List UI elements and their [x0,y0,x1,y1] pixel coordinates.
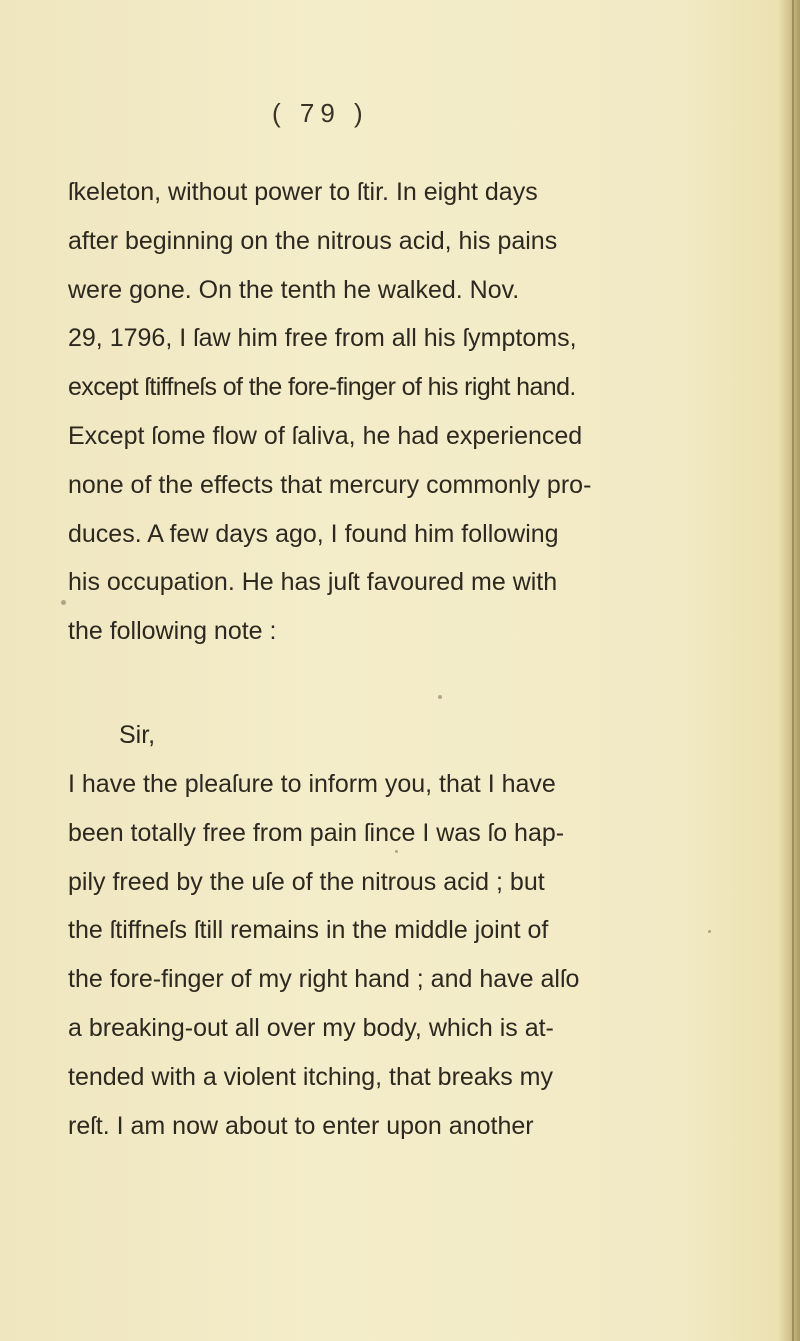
body-paragraph [68,168,758,656]
letter-line: tended with a violent itching, that breaks my [68,1062,553,1091]
paper-speck [438,695,442,699]
text-line: after beginning on the nitrous acid, his pains [68,226,558,255]
letter-line: the ſtiffneſs ſtill remains in the middle joint of [68,916,549,945]
text-line: Except ſome flow of ſaliva, he had experienced [68,421,583,450]
letter-line: I have the pleaſure to inform you, that I have [68,770,556,798]
paper-speck [61,600,66,605]
text-line: were gone. On the tenth he walked. Nov. [68,275,520,304]
letter-line: a breaking-out all over my body, which is at- [68,1013,554,1042]
letter-line: reſt. I am now about to enter upon another [68,1111,534,1140]
paper-speck [708,930,711,933]
text-line: 29, 1796, I ſaw him free from all his ſymptoms, [68,324,577,353]
page-edge-line [792,0,794,1341]
text-line: ſkeleton, without power to ſtir. In eight days [68,178,538,206]
paper-speck [395,850,398,853]
page-number: ( 79 ) [272,98,369,128]
letter-line: the fore-finger of my right hand ; and have alſo [68,965,580,994]
letter-salutation: Sir, [119,721,156,749]
text-line: the following note : [68,617,277,646]
text-line: none of the effects that mercury commonly pro- [68,470,592,499]
text-line: duces. A few days ago, I found him following [68,519,559,548]
page-edge-shadow [778,0,800,1341]
letter-body [68,760,758,1150]
text-line: except ſtiffneſs of the fore-finger of his right hand. [68,373,576,402]
letter-line: pily freed by the uſe of the nitrous acid ; but [68,867,545,896]
text-line: his occupation. He has juſt favoured me with [68,568,558,597]
letter-line: been totally free from pain ſince I was ſo hap- [68,818,565,847]
